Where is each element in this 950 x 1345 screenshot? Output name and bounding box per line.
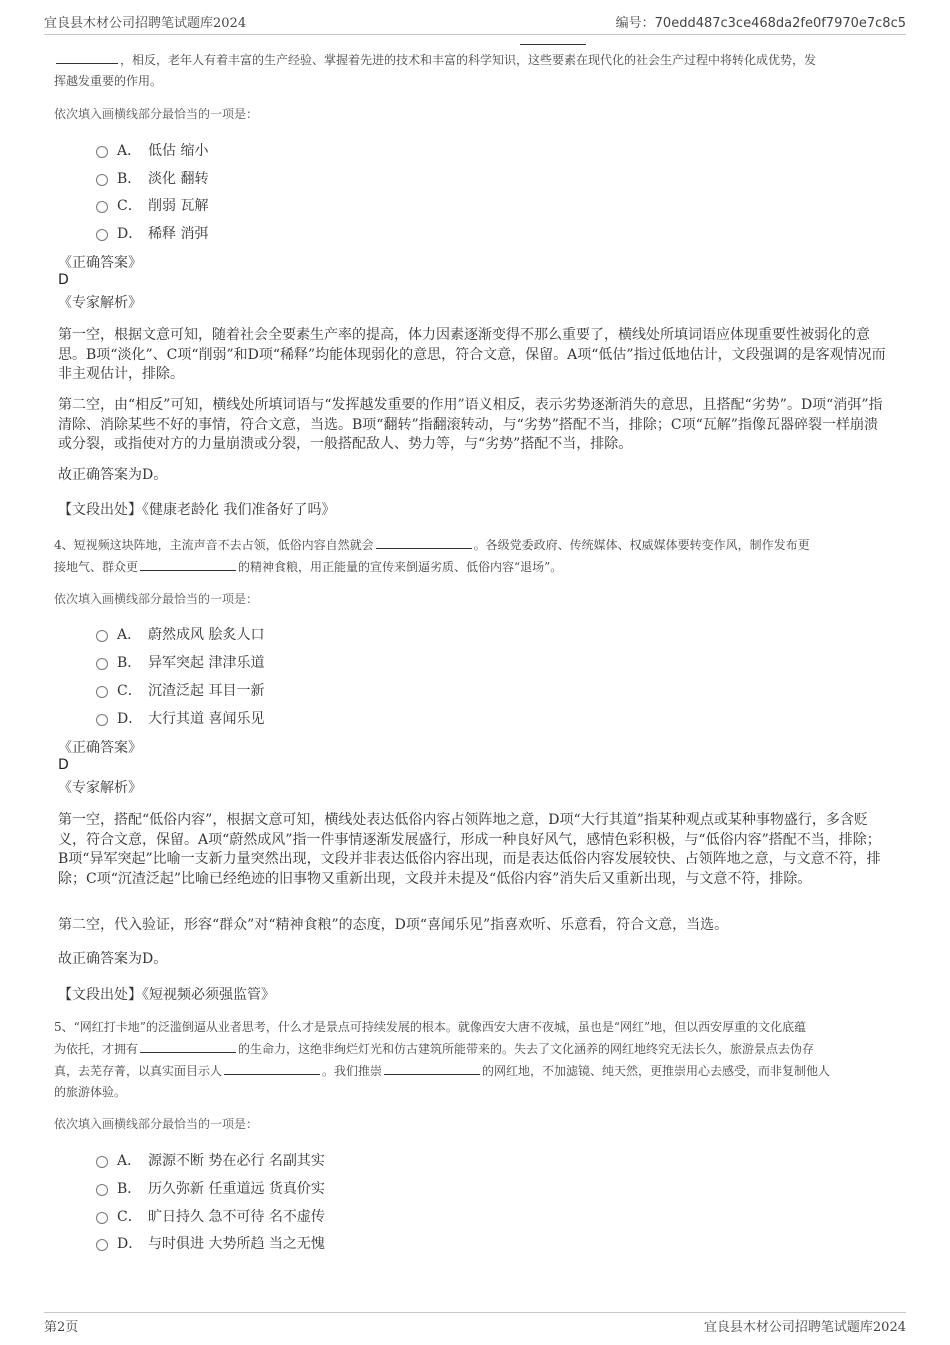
radio-icon[interactable] (96, 201, 108, 213)
source-citation: 【文段出处】《健康老龄化 我们准备好了吗》 (58, 502, 336, 518)
analysis-label: 《专家解析》 (58, 780, 142, 796)
question-4-text (54, 534, 898, 578)
option-b[interactable] (96, 652, 264, 672)
option-letter: A． (117, 143, 142, 159)
question-text: 真，去芜存菁，以真实面目示人 (54, 1064, 223, 1078)
question-3-text (54, 49, 898, 92)
answer-label: 《正确答案》 (58, 740, 142, 756)
option-a[interactable] (96, 140, 208, 160)
analysis-conclusion: 故正确答案为D。 (58, 467, 168, 483)
radio-icon[interactable] (96, 714, 108, 726)
option-b[interactable] (96, 1178, 325, 1198)
question-text: ，相反，老年人有着丰富的生产经验、掌握着先进的技术和丰富的科学知识，这些要素在现代化的社会生产过程中将转化成优势，发 (120, 53, 817, 67)
option-letter: B． (117, 171, 142, 187)
option-d[interactable] (96, 708, 264, 728)
analysis-paragraph: 第一空，根据文意可知，随着社会全要素生产率的提高，体力因素逐渐变得不那么重要了，横线处所填词语应体现重要性被弱化的意思。B项“淡化”、C项“削弱”和D项“稀释”均能体现弱化的意思，符合文意，保留。A项“低估”指过低地估计，文段强调的是客观情况而非主观估计，排除。 (58, 327, 886, 382)
option-text: 历久弥新 任重道远 货真价实 (148, 1181, 325, 1197)
footer-title: 宜良县木材公司招聘笔试题库2024 (703, 1320, 906, 1335)
option-d[interactable] (96, 1233, 325, 1253)
question-prompt: 依次填入画横线部分最恰当的一项是： (54, 592, 259, 606)
question-text: 接地气、群众更 (54, 560, 139, 574)
radio-icon[interactable] (96, 1212, 108, 1224)
radio-icon[interactable] (96, 1184, 108, 1196)
analysis-paragraph: 第二空，由“相反”可知，横线处所填词语与“发挥越发重要的作用”语义相反，表示劣势逐渐消失的意思，且搭配“劣势”。D项“消弭”指清除、消除某些不好的事情，符合文意，当选。B项“翻转”指翻滚转动，与“劣势”搭配不当，排除；C项“瓦解”指像瓦器碎裂一样崩溃或分裂，或指使对方的力量崩溃或分裂，一般搭配敌人、势力等，与“劣势”搭配不当，排除。 (58, 397, 883, 452)
question-text: 挥越发重要的作用。 (54, 74, 163, 88)
option-a[interactable] (96, 1150, 325, 1170)
radio-icon[interactable] (96, 146, 108, 158)
option-text: 削弱 瓦解 (148, 198, 209, 214)
option-letter: A． (117, 627, 142, 643)
blank-line (384, 1060, 480, 1075)
question-text: 4、短视频这块阵地，主流声音不去占领，低俗内容自然就会 (54, 538, 374, 552)
option-letter: D． (117, 226, 143, 242)
option-text: 稀释 消弭 (148, 226, 209, 242)
option-text: 低估 缩小 (148, 143, 209, 159)
option-letter: B． (117, 655, 142, 671)
header-title: 宜良县木材公司招聘笔试题库2024 (44, 16, 247, 31)
option-text: 异军突起 津津乐道 (148, 655, 265, 671)
document-id: 编号：70edd487c3ce468da2fe0f7970e7c8c5 (615, 16, 906, 31)
page-number: 第2页 (44, 1320, 79, 1335)
question-5-text (54, 1017, 898, 1103)
option-text: 蔚然成风 脍炙人口 (148, 627, 265, 643)
analysis-label: 《专家解析》 (58, 295, 142, 311)
option-c[interactable] (96, 680, 264, 700)
radio-icon[interactable] (96, 686, 108, 698)
page-footer (44, 1312, 906, 1335)
option-letter: B． (117, 1181, 142, 1197)
source-citation: 【文段出处】《短视频必须强监管》 (58, 987, 275, 1003)
option-letter: A． (117, 1153, 142, 1169)
analysis-paragraph: 第二空，代入验证，形容“群众”对“精神食粮”的态度，D项“喜闻乐见”指喜欢听、乐意看，符合文意，当选。 (58, 917, 729, 933)
option-b[interactable] (96, 168, 208, 188)
radio-icon[interactable] (96, 229, 108, 241)
question-prompt: 依次填入画横线部分最恰当的一项是： (54, 107, 259, 121)
radio-icon[interactable] (96, 1156, 108, 1168)
answer-value: D (58, 272, 69, 288)
radio-icon[interactable] (96, 174, 108, 186)
option-text: 大行其道 喜闻乐见 (148, 711, 265, 727)
radio-icon[interactable] (96, 630, 108, 642)
option-d[interactable] (96, 223, 208, 243)
option-letter: D． (117, 1236, 143, 1252)
page-header (44, 12, 906, 35)
question-text: 的旅游体验。 (54, 1085, 127, 1099)
radio-icon[interactable] (96, 658, 108, 670)
option-c[interactable] (96, 195, 208, 215)
option-letter: D． (117, 711, 143, 727)
question-text: 为依托，才拥有 (54, 1042, 139, 1056)
question-text: 5、“网红打卡地”的泛滥倒逼从业者思考，什么才是景点可持续发展的根本。就像西安大唐不夜城，虽也是“网红”地，但以西安厚重的文化底蕴 (54, 1020, 807, 1034)
question-text: 的网红地，不加滤镜、纯天然，更推崇用心去感受，而非复制他人 (482, 1064, 831, 1078)
blank-line (520, 44, 586, 45)
radio-icon[interactable] (96, 1239, 108, 1251)
analysis-conclusion: 故正确答案为D。 (58, 951, 168, 967)
blank-line (140, 1038, 236, 1053)
option-text: 与时俱进 大势所趋 当之无愧 (148, 1236, 325, 1252)
option-text: 旷日持久 急不可待 名不虚传 (148, 1209, 325, 1225)
blank-line (56, 49, 118, 64)
option-letter: C． (117, 1209, 142, 1225)
option-text: 源源不断 势在必行 名副其实 (148, 1153, 325, 1169)
option-letter: C． (117, 198, 142, 214)
question-prompt: 依次填入画横线部分最恰当的一项是： (54, 1117, 259, 1131)
question-text: 的精神食粮，用正能量的宣传来倒逼劣质、低俗内容“退场”。 (238, 560, 563, 574)
question-text: 。我们推崇 (322, 1064, 383, 1078)
option-text: 沉渣泛起 耳目一新 (148, 683, 265, 699)
option-text: 淡化 翻转 (148, 171, 209, 187)
blank-line (376, 534, 472, 549)
question-text: 的生命力，这绝非绚烂灯光和仿古建筑所能带来的。失去了文化涵养的网红地终究无法长久，旅游景点去伪存 (238, 1042, 815, 1056)
option-letter: C． (117, 683, 142, 699)
answer-value: D (58, 757, 69, 773)
option-c[interactable] (96, 1206, 325, 1226)
blank-line (140, 556, 236, 571)
question-text: 。各级党委政府、传统媒体、权威媒体要转变作风，制作发布更 (473, 538, 810, 552)
option-a[interactable] (96, 624, 264, 644)
blank-line (224, 1060, 320, 1075)
analysis-paragraph: 第一空，搭配“低俗内容”，根据文意可知，横线处表达低俗内容占领阵地之意，D项“大行其道”指某种观点或某种事物盛行，多含贬义，符合文意，保留。A项“蔚然成风”指一件事情逐渐发展盛行，形成一种良好风气，感情色彩积极，与“低俗内容”搭配不当，排除；B项“异军突起”比喻一支新力量突然出现，文段并非表达低俗内容出现，而是表达低俗内容发展较快、占领阵地之意，与文意不符，排除；C项“沉渣泛起”比喻已经绝迹的旧事物又重新出现，文段并未提及“低俗内容”消失后又重新出现，与文意不符，排除。 (58, 812, 881, 887)
answer-label: 《正确答案》 (58, 255, 142, 271)
